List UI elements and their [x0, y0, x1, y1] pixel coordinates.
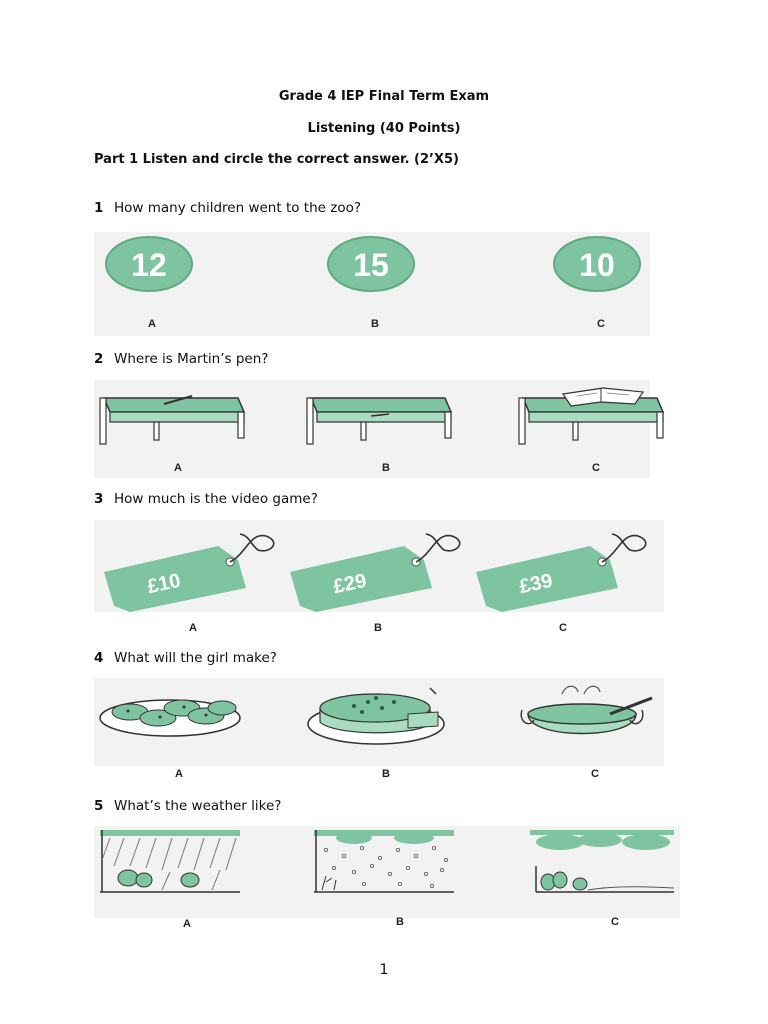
option-letter: C [611, 916, 619, 928]
price-tag-icon[interactable] [472, 524, 662, 614]
option-letter: A [189, 622, 197, 634]
question-number: 2 [94, 351, 104, 367]
cake-icon[interactable] [304, 684, 452, 746]
question-2 [94, 351, 268, 367]
option-letter: C [591, 768, 599, 780]
option-letter: A [183, 918, 191, 930]
option-letter: B [396, 916, 404, 928]
question-number: 1 [94, 200, 104, 216]
desk-pen-under-icon[interactable] [305, 386, 455, 448]
question-4 [94, 650, 277, 666]
question-number: 3 [94, 491, 104, 507]
question-text: What’s the weather like? [114, 798, 282, 814]
number-badge-icon[interactable] [104, 236, 194, 294]
option-letter: B [371, 318, 379, 330]
exam-title: Grade 4 IEP Final Term Exam [278, 89, 490, 104]
rainy-weather-icon[interactable] [100, 830, 240, 898]
soup-icon[interactable] [520, 682, 660, 746]
page-number: 1 [379, 962, 389, 978]
badge-number: 15 [353, 247, 389, 283]
question-5 [94, 798, 281, 814]
desk-pen-on-top-icon[interactable] [98, 386, 248, 448]
question-number: 4 [94, 650, 104, 666]
cloudy-weather-icon[interactable] [530, 830, 674, 898]
option-letter: A [174, 462, 182, 474]
question-3 [94, 491, 318, 507]
badge-number: 10 [579, 247, 615, 283]
price-tag-icon[interactable] [100, 524, 280, 614]
option-letter: B [374, 622, 382, 634]
question-text: How many children went to the zoo? [114, 200, 362, 216]
tag-price: £29 [331, 569, 369, 599]
question-number: 5 [94, 798, 104, 814]
option-letter: C [592, 462, 600, 474]
option-letter: B [382, 768, 390, 780]
price-tag-icon[interactable] [286, 524, 466, 614]
question-1 [94, 200, 361, 216]
option-letter: A [148, 318, 156, 330]
tag-price: £39 [517, 569, 555, 599]
desk-pen-in-book-icon[interactable] [517, 384, 667, 448]
tag-price: £10 [145, 569, 183, 599]
section-title: Listening (40 Points) [307, 121, 461, 136]
question-text: How much is the video game? [114, 491, 318, 507]
option-letter: C [597, 318, 605, 330]
number-badge-icon[interactable] [326, 236, 416, 294]
cookies-icon[interactable] [98, 690, 246, 740]
badge-number: 12 [131, 247, 167, 283]
part-instruction: Part 1 Listen and circle the correct answer. (2’X5) [94, 152, 459, 167]
question-text: What will the girl make? [114, 650, 277, 666]
option-letter: B [382, 462, 390, 474]
question-text: Where is Martin’s pen? [114, 351, 269, 367]
snowy-weather-icon[interactable] [314, 830, 454, 898]
number-badge-icon[interactable] [552, 236, 642, 294]
option-letter: A [175, 768, 183, 780]
option-letter: C [559, 622, 567, 634]
